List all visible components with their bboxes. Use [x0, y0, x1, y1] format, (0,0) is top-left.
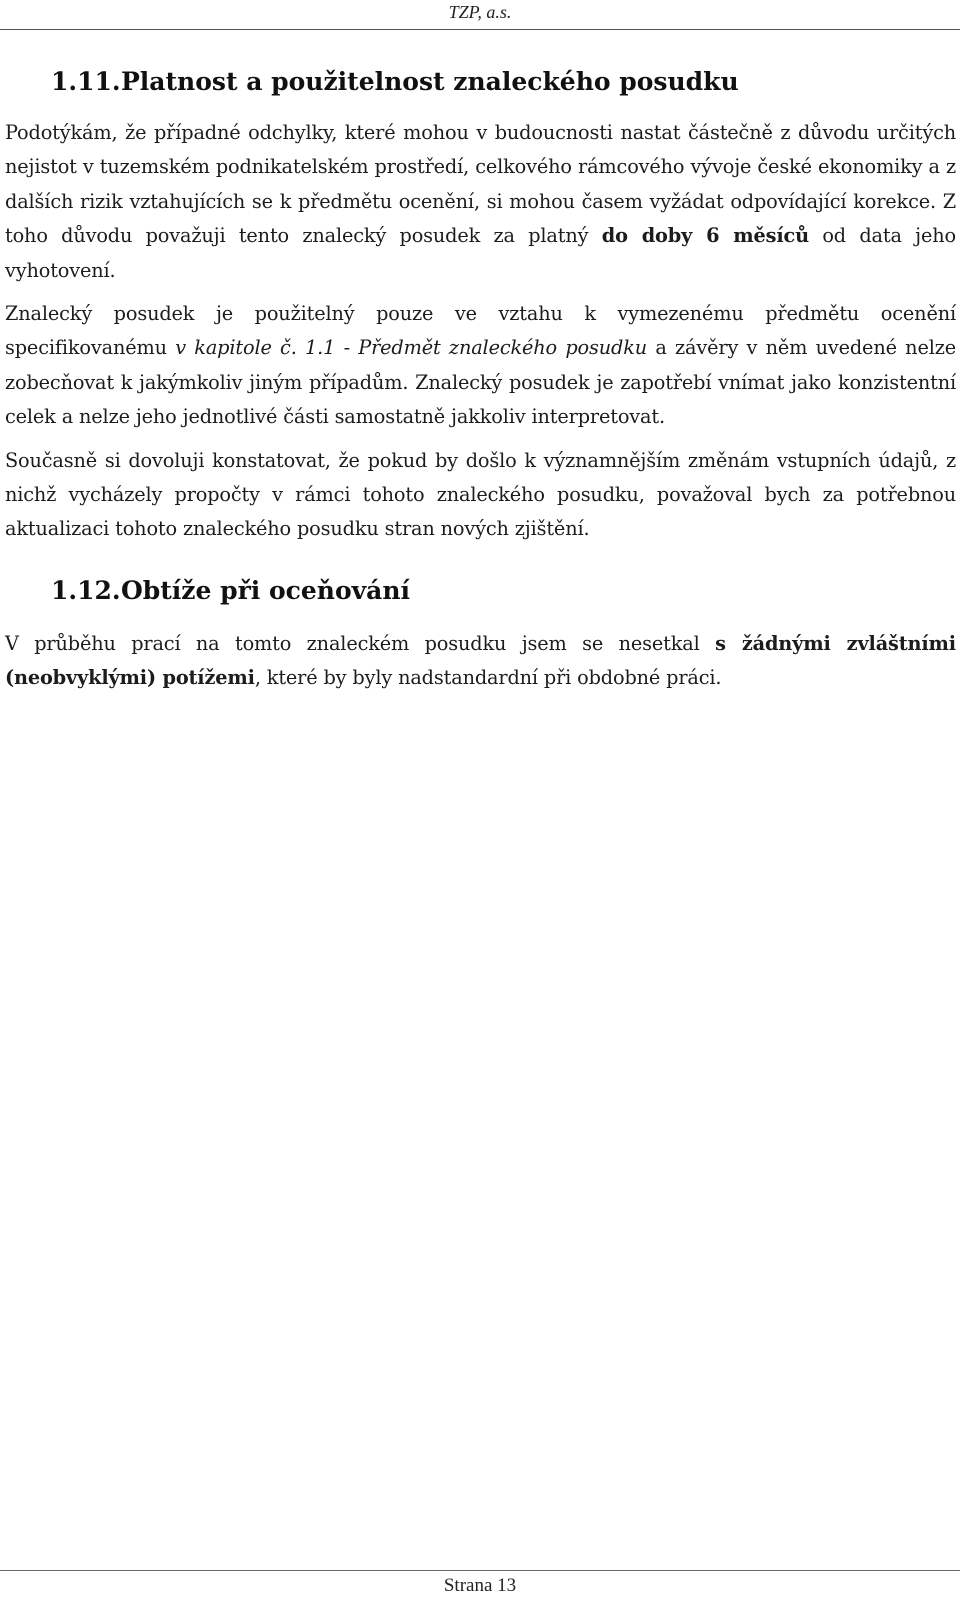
- section-number: 1.11.: [51, 67, 121, 96]
- page-number: Strana 13: [443, 1575, 517, 1596]
- document-body: [5, 62, 956, 705]
- paragraph-text-end: od data jeho vyhotovení.: [5, 224, 956, 282]
- paragraph-text: Současně si dovoluji konstatovat, že pokud by došlo k významnějším změnám vstupních údajů, z nichž vycházely propočty v rámci tohoto znaleckého posudku, považoval bych za potřebnou aktualizaci tohoto znaleckého posudku stran nových zjištění.: [5, 448, 956, 541]
- paragraph-text-end: , které by byly nadstandardní při obdobné práci.: [254, 666, 722, 690]
- paragraph-text: Znalecký posudek je použitelný pouze ve vztahu k vymezenému předmětu ocenění specifikovanému: [5, 302, 956, 360]
- paragraph-validity: [5, 116, 956, 288]
- footer-divider: [0, 1570, 960, 1571]
- chapter-reference: v kapitole č. 1.1 - Předmět znaleckého posudku: [175, 336, 647, 360]
- paragraph-usability: [5, 297, 956, 435]
- header-divider: [0, 29, 960, 30]
- section-heading-validity: [5, 62, 956, 102]
- section-title: Platnost a použitelnost znaleckého posudku: [121, 67, 739, 96]
- paragraph-difficulties: [5, 627, 956, 696]
- paragraph-text-end: a závěry v něm uvedené nelze zobecňovat k jakýmkoliv jiným případům. Znalecký posudek je zapotřebí vnímat jako konzistentní celek a nelze jeho jednotlivé části samostatně jakkoliv interpretovat.: [5, 336, 956, 429]
- section-heading-difficulties: [5, 569, 956, 613]
- section-title: Obtíže při oceňování: [121, 575, 411, 605]
- difficulties-statement: s žádnými zvláštními (neobvyklými) potížemi: [5, 631, 956, 690]
- paragraph-update: [5, 444, 956, 547]
- validity-period: do doby 6 měsíců: [601, 224, 809, 248]
- section-number: 1.12.: [51, 575, 121, 605]
- page-header: TZP, a.s.: [448, 2, 512, 22]
- paragraph-text: V průběhu prací na tomto znaleckém posudku jsem se nesetkal: [5, 631, 716, 655]
- paragraph-text: Podotýkám, že případné odchylky, které mohou v budoucnosti nastat částečně z důvodu určitých nejistot v tuzemském podnikatelském prostředí, celkového rámcového vývoje české ekonomiky a z dalších rizik vztahujících se k předmětu ocenění, si mohou časem vyžádat odpovídající korekce. Z toho důvodu považuji tento znalecký posudek za platný: [5, 121, 956, 248]
